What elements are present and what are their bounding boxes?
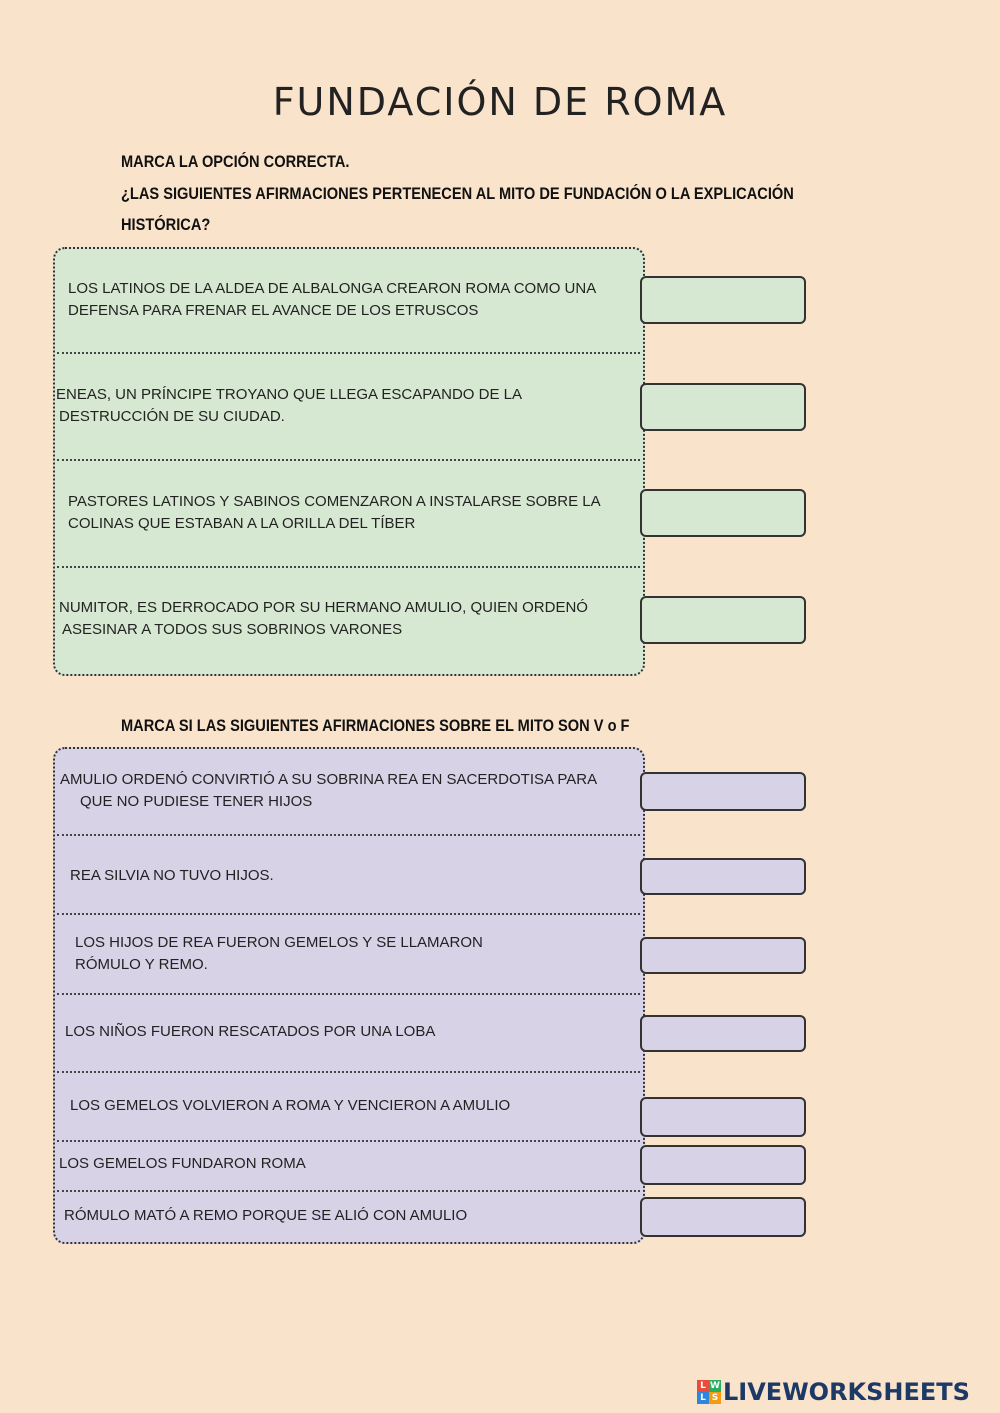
statement-1-line1: LOS LATINOS DE LA ALDEA DE ALBALONGA CREARON ROMA COMO UNA	[68, 280, 597, 297]
statement-4-line1: NUMITOR, ES DERROCADO POR SU HERMANO AMULIO, QUIEN ORDENÓ	[59, 599, 588, 616]
vf-answer-input-1[interactable]	[640, 772, 806, 811]
vf-statement-5: LOS GEMELOS VOLVIERON A ROMA Y VENCIERON A AMULIO	[70, 1097, 511, 1114]
statement-3-line1: PASTORES LATINOS Y SABINOS COMENZARON A INSTALARSE SOBRE LA	[68, 493, 601, 510]
vf-statement-1-line1: AMULIO ORDENÓ CONVIRTIÓ A SU SOBRINA REA EN SACERDOTISA PARA	[60, 771, 598, 788]
statement-4-line2: ASESINAR A TODOS SUS SOBRINOS VARONES	[62, 621, 403, 638]
vf-answer-input-7[interactable]	[640, 1197, 806, 1237]
vf-statement-3-line2: RÓMULO Y REMO.	[75, 956, 208, 973]
section1-divider	[57, 459, 640, 461]
statement-3	[68, 491, 601, 535]
vf-statement-6: LOS GEMELOS FUNDARON ROMA	[59, 1155, 306, 1172]
vf-answer-input-4[interactable]	[640, 1015, 806, 1052]
section2-divider	[57, 993, 640, 995]
statement-2-line1: ENEAS, UN PRÍNCIPE TROYANO QUE LLEGA ESCAPANDO DE LA	[56, 386, 522, 403]
vf-statement-7: RÓMULO MATÓ A REMO PORQUE SE ALIÓ CON AMULIO	[64, 1207, 468, 1224]
vf-answer-input-5[interactable]	[640, 1097, 806, 1137]
answer-input-2[interactable]	[640, 383, 806, 431]
instruction-line-1: MARCA LA OPCIÓN CORRECTA.	[121, 152, 350, 171]
instruction-vf: MARCA SI LAS SIGUIENTES AFIRMACIONES SOBRE EL MITO SON V o F	[121, 716, 630, 735]
vf-statement-3-line1: LOS HIJOS DE REA FUERON GEMELOS Y SE LLAMARON	[75, 934, 483, 951]
section2-divider	[57, 834, 640, 836]
answer-input-4[interactable]	[640, 596, 806, 644]
vf-statement-3	[75, 932, 483, 976]
section1-divider	[57, 352, 640, 354]
instruction-line-2: ¿LAS SIGUIENTES AFIRMACIONES PERTENECEN AL MITO DE FUNDACIÓN O LA EXPLICACIÓN	[121, 184, 794, 203]
liveworksheets-logo[interactable]	[697, 1378, 970, 1406]
vf-answer-input-6[interactable]	[640, 1145, 806, 1185]
answer-input-3[interactable]	[640, 489, 806, 537]
section1-divider	[57, 566, 640, 568]
section2-divider	[57, 1190, 640, 1192]
liveworksheets-logo-icon: L W L S	[697, 1380, 721, 1404]
vf-statement-1-line2: QUE NO PUDIESE TENER HIJOS	[80, 793, 313, 810]
section2-divider	[57, 1140, 640, 1142]
vf-answer-input-2[interactable]	[640, 858, 806, 895]
vf-statement-1	[60, 769, 597, 813]
statement-2-line2: DESTRUCCIÓN DE SU CIUDAD.	[59, 408, 285, 425]
instruction-line-3: HISTÓRICA?	[121, 215, 211, 234]
statement-1	[68, 278, 596, 322]
answer-input-1[interactable]	[640, 276, 806, 324]
vf-statement-4: LOS NIÑOS FUERON RESCATADOS POR UNA LOBA	[65, 1023, 436, 1040]
statement-4	[59, 597, 588, 641]
statement-2	[56, 384, 522, 428]
statement-1-line2: DEFENSA PARA FRENAR EL AVANCE DE LOS ETRUSCOS	[68, 302, 479, 319]
vf-answer-input-3[interactable]	[640, 937, 806, 974]
page-title: FUNDACIÓN DE ROMA	[272, 80, 728, 124]
section2-divider	[57, 913, 640, 915]
liveworksheets-logo-text: LIVEWORKSHEETS	[723, 1378, 970, 1406]
section2-divider	[57, 1071, 640, 1073]
statement-3-line2: COLINAS QUE ESTABAN A LA ORILLA DEL TÍBER	[68, 515, 416, 532]
vf-statement-2: REA SILVIA NO TUVO HIJOS.	[70, 867, 274, 884]
